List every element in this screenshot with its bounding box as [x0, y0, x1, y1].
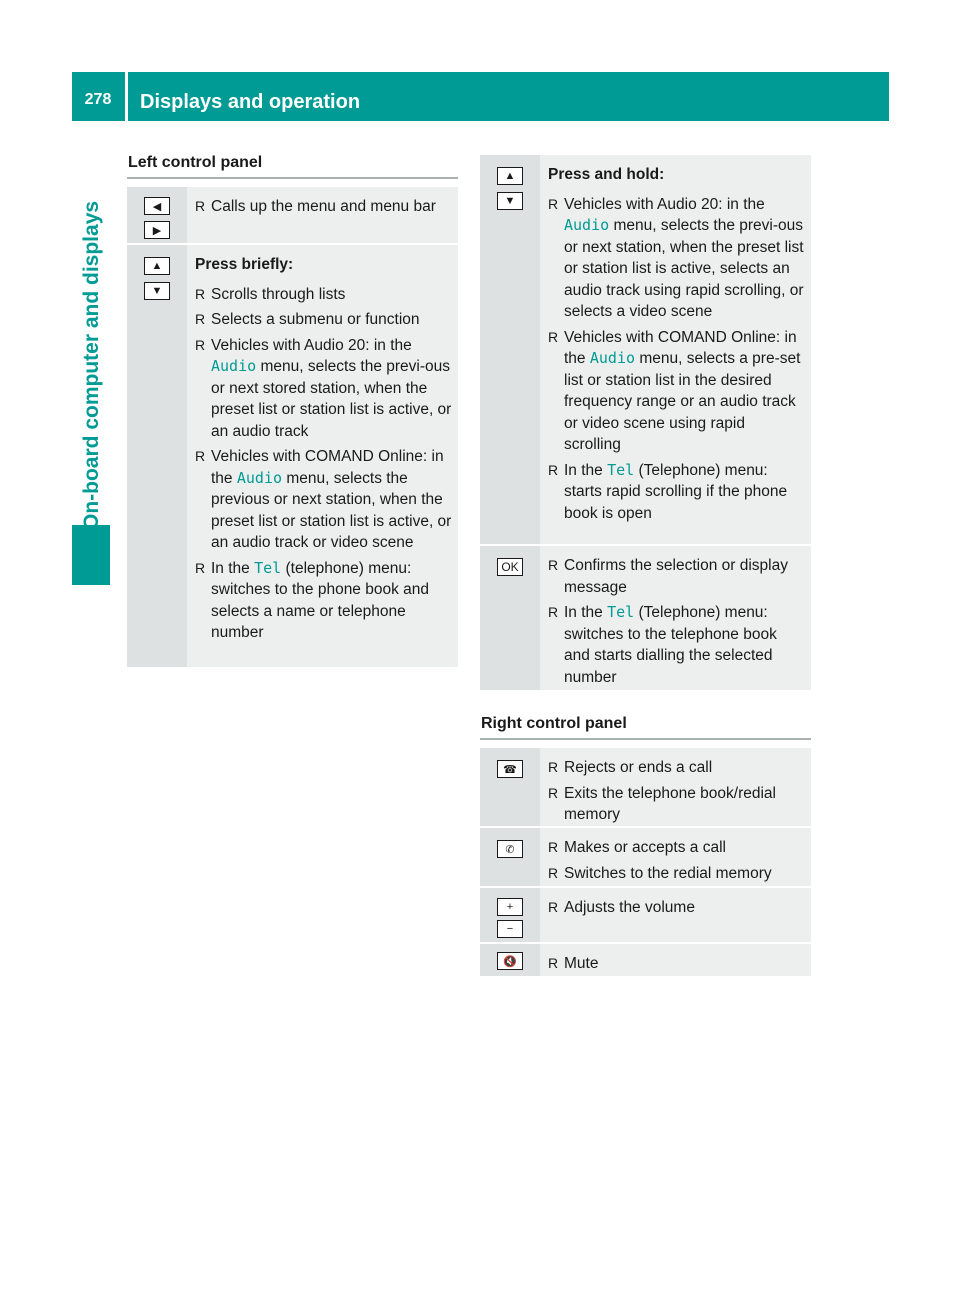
- accept-call-icon: ✆: [497, 840, 523, 858]
- header-separator: [125, 72, 128, 121]
- left-panel-title: Left control panel: [128, 154, 263, 171]
- down-arrow-key: ▼: [497, 192, 523, 210]
- left-arrow-key: ◀: [144, 197, 170, 215]
- volume-down-key: −: [497, 920, 523, 938]
- page-title: Displays and operation: [140, 91, 361, 113]
- list-item: R Makes or accepts a call: [548, 837, 805, 859]
- list-item: R In the Tel (Telephone) menu: starts rapid scrolling if the phone book is open: [548, 460, 805, 525]
- list-item: R Scrolls through lists: [195, 284, 452, 306]
- left-panel-table: [127, 187, 458, 669]
- list-item: R In the Tel (Telephone) menu: switches to the telephone book and starts dialling the selected number: [548, 602, 805, 688]
- list-item: R Adjusts the volume: [548, 897, 805, 919]
- list-item: R Switches to the redial memory: [548, 863, 805, 885]
- volume-up-key: +: [497, 898, 523, 916]
- ok-key: OK: [497, 558, 523, 576]
- menu-code: Tel: [607, 603, 635, 621]
- end-call-icon: ☎: [497, 760, 523, 778]
- menu-code: Tel: [254, 558, 282, 577]
- row-lead: Press and hold:: [548, 166, 665, 183]
- list-item: R Rejects or ends a call: [548, 757, 805, 779]
- list-item: R Confirms the selection or display message: [548, 555, 805, 598]
- down-arrow-key: ▼: [144, 282, 170, 300]
- table-row: [480, 888, 811, 944]
- list-item: R Vehicles with Audio 20: in the Audio menu, selects the previ-ous or next station, when the preset list or station list is active, selects an audio track using rapid scrolling, or selects a video scene: [548, 194, 805, 323]
- list-item: R Mute: [548, 953, 805, 975]
- table-row: [480, 155, 811, 546]
- menu-code: Audio: [211, 357, 257, 375]
- right-panel-rule: [480, 738, 811, 740]
- table-row: [127, 187, 458, 245]
- table-row: [480, 944, 811, 978]
- up-arrow-key: ▲: [144, 257, 170, 275]
- page-number: 278: [84, 91, 112, 108]
- table-row: [480, 748, 811, 828]
- list-item: R Vehicles with COMAND Online: in the Audio menu, selects the previous or next station, when the preset list or station list is active, or an audio track or video scene: [195, 446, 452, 554]
- list-item: R Exits the telephone book/redial memory: [548, 783, 805, 826]
- sidebar-label: On-board computer and displays: [80, 200, 103, 530]
- right-panel-title: Right control panel: [481, 715, 627, 732]
- mute-icon: 🔇: [497, 952, 523, 970]
- table-row: [480, 828, 811, 888]
- left-panel-rule: [127, 177, 458, 179]
- page-header: [72, 72, 889, 121]
- list-item: R Calls up the menu and menu bar: [195, 196, 452, 218]
- list-item: R In the Tel (telephone) menu: switches to the phone book and selects a name or telephone number: [195, 558, 452, 644]
- list-item: R Selects a submenu or function: [195, 309, 452, 331]
- up-arrow-key: ▲: [497, 167, 523, 185]
- table-row: [480, 546, 811, 692]
- menu-code: Audio: [589, 349, 636, 367]
- row-lead: Press briefly:: [195, 256, 294, 273]
- list-item: R Vehicles with COMAND Online: in the Audio menu, selects a pre-set list or station list in the desired frequency range or an audio track or video scene using rapid scrolling: [548, 327, 805, 456]
- menu-code: Audio: [236, 468, 283, 487]
- menu-code: Tel: [607, 460, 635, 479]
- list-item: R Vehicles with Audio 20: in the Audio menu, selects the previ-ous or next stored station, when the preset list or station list is active, or an audio track: [195, 335, 452, 443]
- table-row: [127, 245, 458, 669]
- menu-code: Audio: [564, 216, 610, 234]
- right-panel-table: [480, 748, 811, 978]
- right-top-table: [480, 155, 811, 692]
- right-arrow-key: ▶: [144, 221, 170, 239]
